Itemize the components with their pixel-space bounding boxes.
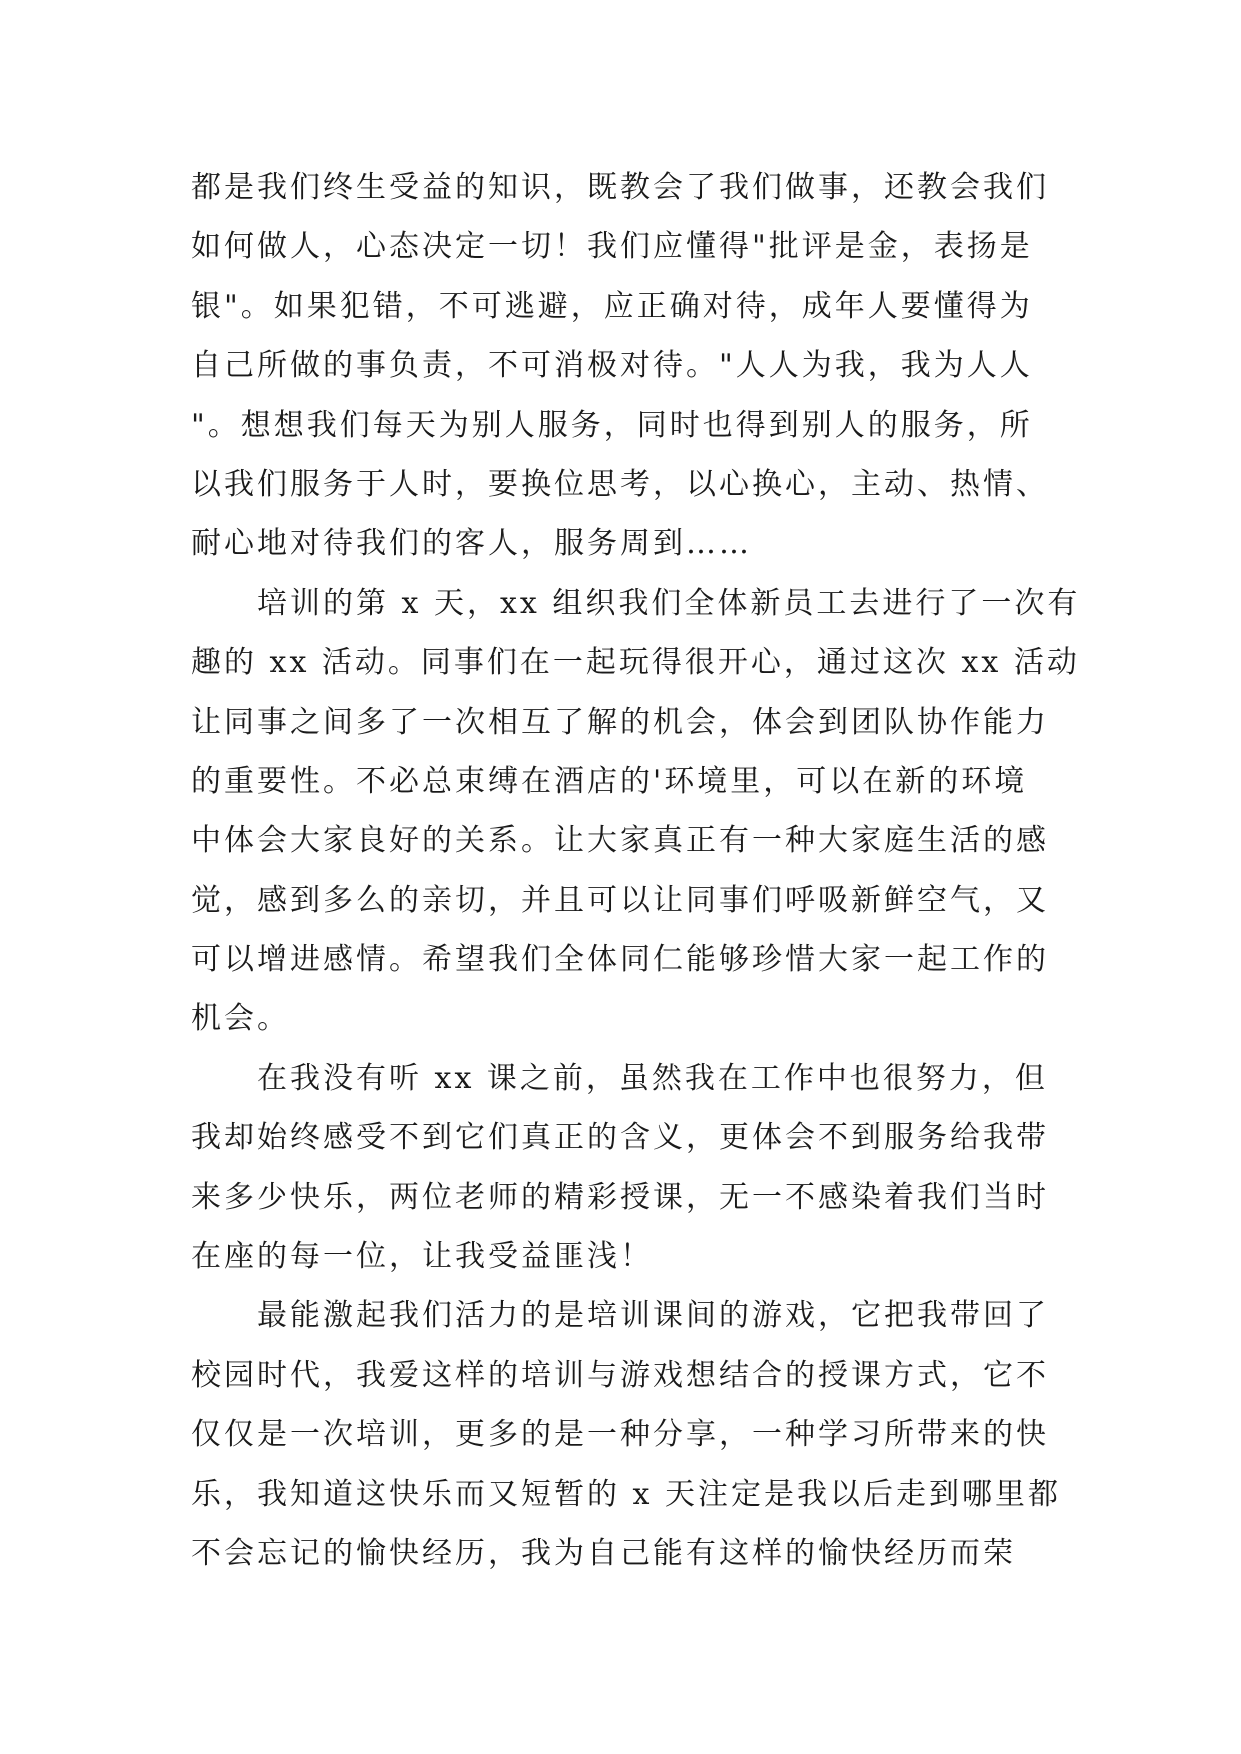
paragraph-start-line: 培训的第 x 天，xx 组织我们全体新员工去进行了一次有	[257, 585, 1081, 621]
text-line: 在座的每一位，让我受益匪浅！	[191, 1239, 653, 1275]
text-line: 觉，感到多么的亲切，并且可以让同事们呼吸新鲜空气，又	[191, 882, 1049, 918]
text-line: 让同事之间多了一次相互了解的机会，体会到团队协作能力	[191, 704, 1049, 740]
text-line: 如何做人，心态决定一切！我们应懂得"批评是金，表扬是	[191, 229, 1033, 265]
text-line: 都是我们终生受益的知识，既教会了我们做事，还教会我们	[191, 170, 1049, 205]
text-line: 仅仅是一次培训，更多的是一种分享，一种学习所带来的快	[191, 1417, 1049, 1453]
text-line: 来多少快乐，两位老师的精彩授课，无一不感染着我们当时	[191, 1179, 1049, 1215]
text-line: 的重要性。不必总束缚在酒店的'环境里，可以在新的环境	[191, 763, 1028, 799]
text-line: 校园时代，我爱这样的培训与游戏想结合的授课方式，它不	[191, 1357, 1049, 1393]
text-line: 机会。	[191, 1001, 290, 1037]
text-line: 可以增进感情。希望我们全体同仁能够珍惜大家一起工作的	[191, 942, 1049, 978]
text-line: "。想想我们每天为别人服务，同时也得到别人的服务，所	[191, 407, 1033, 443]
text-line: 以我们服务于人时，要换位思考，以心换心，主动、热情、	[191, 466, 1049, 502]
text-line: 乐，我知道这快乐而又短暂的 x 天注定是我以后走到哪里都	[191, 1476, 1061, 1512]
text-line: 不会忘记的愉快经历，我为自己能有这样的愉快经历而荣	[191, 1535, 1016, 1571]
paragraph-start-line: 在我没有听 xx 课之前，虽然我在工作中也很努力，但	[257, 1060, 1048, 1096]
text-line: 我却始终感受不到它们真正的含义，更体会不到服务给我带	[191, 1120, 1049, 1156]
paragraph-start-line: 最能激起我们活力的是培训课间的游戏，它把我带回了	[257, 1298, 1049, 1334]
text-line: 趣的 xx 活动。同事们在一起玩得很开心，通过这次 xx 活动	[191, 645, 1080, 681]
text-line: 耐心地对待我们的客人，服务周到……	[191, 526, 752, 562]
body-text	[191, 158, 1081, 1583]
text-line: 中体会大家良好的关系。让大家真正有一种大家庭生活的感	[191, 823, 1049, 859]
text-line: 银"。如果犯错，不可逃避，应正确对待，成年人要懂得为	[191, 288, 1033, 324]
text-line: 自己所做的事负责，不可消极对待。"人人为我，我为人人	[191, 348, 1033, 384]
